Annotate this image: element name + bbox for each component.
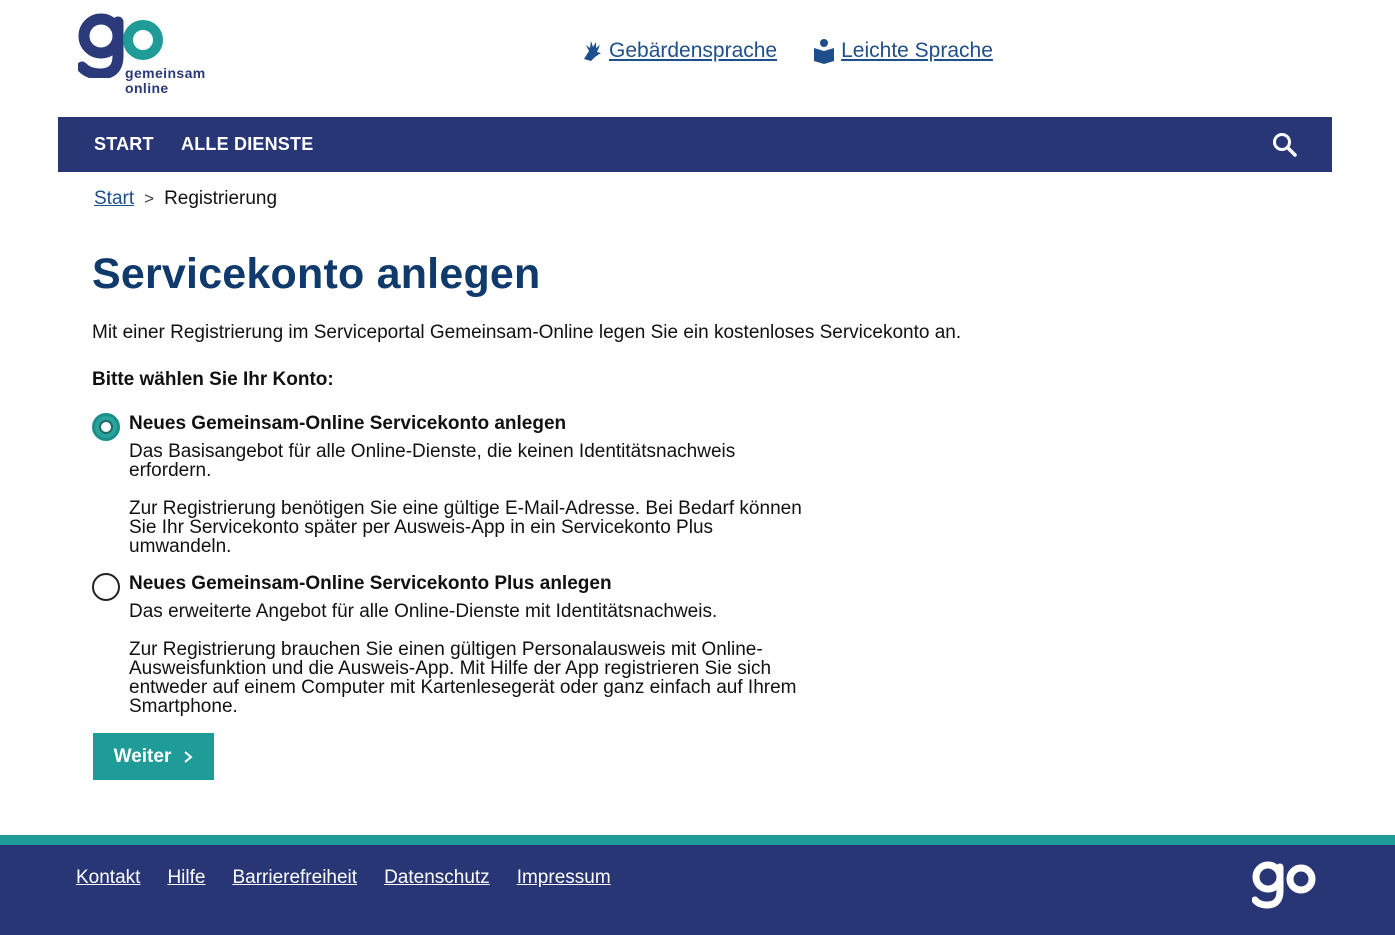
footer-link-hilfe[interactable]: Hilfe [167,867,206,888]
page-title: Servicekonto anlegen [92,250,541,298]
footer-accent-stripe [0,835,1395,845]
option-servicekonto-plus-title[interactable]: Neues Gemeinsam-Online Servicekonto Plus anlegen [129,573,612,594]
option-servicekonto-title[interactable]: Neues Gemeinsam-Online Servicekonto anlegen [129,413,567,434]
nav-item-start[interactable]: START [94,134,154,154]
logo-line-gemeinsam: gemeinsam [125,65,206,81]
option-servicekonto-plus-body [129,572,809,716]
accessibility-links [581,38,993,64]
footer-link-datenschutz[interactable]: Datenschutz [384,867,490,888]
easy-language-icon [813,38,835,64]
footer-links [76,867,611,889]
search-button[interactable] [1272,132,1298,158]
site-header [0,0,1395,117]
logo-line-online: online [125,80,169,96]
option-servicekonto-body [129,412,809,556]
footer-go-logo[interactable] [1252,859,1318,909]
footer-link-barrierefreiheit[interactable]: Barrierefreiheit [232,867,358,888]
account-choice-label: Bitte wählen Sie Ihr Konto: [92,369,334,390]
breadcrumb-separator: > [144,189,155,208]
link-leichte-sprache-label: Leichte Sprache [841,39,993,62]
radio-servicekonto-plus[interactable] [92,573,120,601]
link-gebaerdensprache[interactable] [581,38,777,64]
option-servicekonto-description: Das Basisangebot für alle Online-Dienste, die keinen Identitätsnachweis erfordern. [129,441,736,481]
main-navigation [58,117,1332,172]
breadcrumb-current: Registrierung [164,188,278,209]
footer-link-impressum[interactable]: Impressum [516,867,611,888]
nav-item-alle-dienste[interactable]: ALLE DIENSTE [181,134,314,154]
option-servicekonto-details: Zur Registrierung benötigen Sie eine gültige E-Mail-Adresse. Bei Bedarf können Sie Ihr Servicekonto später per Ausweis-App in ein Servicekonto Plus umwandeln. [129,498,802,557]
go-logo-white [1252,859,1318,909]
logo-subtitle [125,66,206,96]
sign-language-icon [581,39,603,63]
link-leichte-sprache[interactable] [813,38,993,64]
option-servicekonto-plus-description: Das erweiterte Angebot für alle Online-Dienste mit Identitätsnachweis. [129,601,718,622]
footer-link-kontakt[interactable]: Kontakt [76,867,141,888]
chevron-right-icon [183,750,193,764]
weiter-button-label: Weiter [113,745,172,767]
breadcrumb [94,188,277,210]
breadcrumb-start-link[interactable]: Start [94,188,135,209]
site-footer [0,845,1395,935]
weiter-button[interactable] [93,733,214,780]
link-gebaerdensprache-label: Gebärdensprache [609,39,778,62]
option-servicekonto-plus-details: Zur Registrierung brauchen Sie einen gültigen Personalausweis mit Online-Ausweisfunktion und die Ausweis-App. Mit Hilfe der App registrieren Sie sich entweder auf einem Computer mit Kartenlesegerät oder ganz einfach auf Ihrem Smartphone. [129,639,797,717]
search-icon [1272,132,1298,158]
radio-servicekonto[interactable] [92,413,120,441]
intro-text: Mit einer Registrierung im Serviceportal Gemeinsam-Online legen Sie ein kostenloses Servicekonto an. [92,322,962,343]
